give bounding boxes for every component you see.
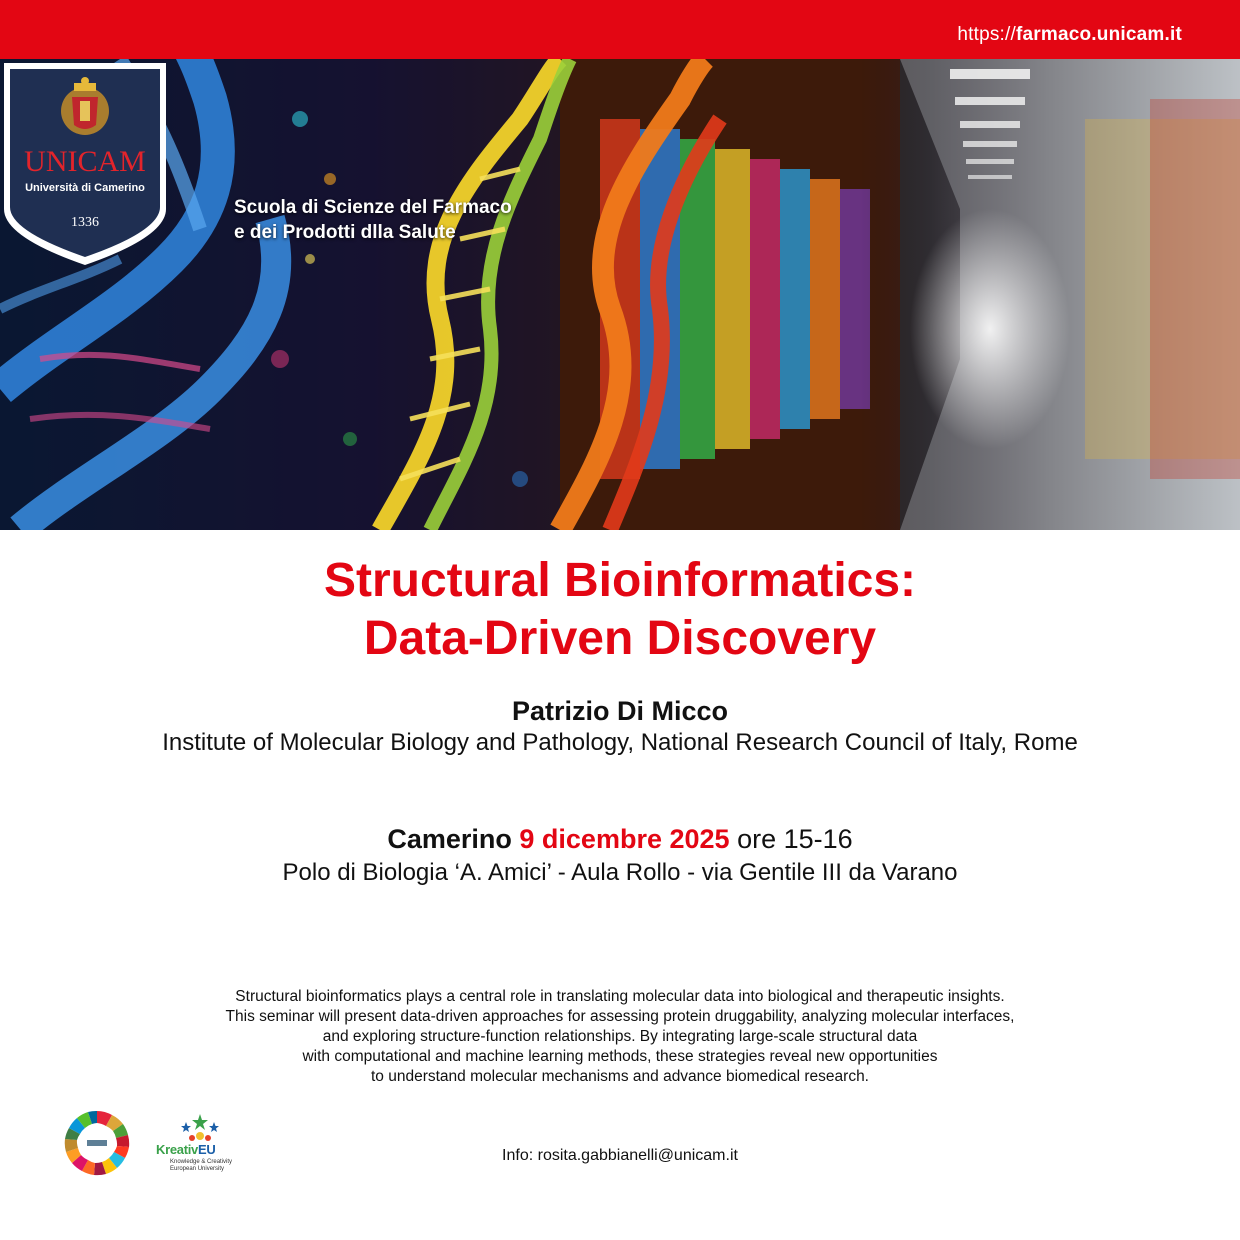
website-link[interactable]: https://farmaco.unicam.it [957, 24, 1182, 45]
logo-year: 1336 [71, 215, 99, 230]
speaker-affiliation: Institute of Molecular Biology and Pathology, National Research Council of Italy, Rome [162, 729, 1078, 756]
event-date: 9 dicembre 2025 [519, 824, 730, 854]
contact-info[interactable]: Info: rosita.gabbianelli@unicam.it [502, 1147, 738, 1164]
abstract [0, 987, 1240, 1087]
event-datetime [0, 824, 1240, 855]
kreativeu-title: KreativEU [156, 1142, 216, 1157]
sdg-wheel-icon [64, 1110, 130, 1176]
event-title [0, 552, 1240, 668]
abstract-line: to understand molecular mechanisms and advance biomedical research. [371, 1068, 869, 1085]
event-city: Camerino [387, 824, 512, 854]
title-line1: Structural Bioinformatics: [323, 554, 917, 607]
abstract-line: This seminar will present data-driven approaches for assessing protein druggability, analyzing molecular interfaces, [225, 1008, 1015, 1025]
speaker-name: Patrizio Di Micco [511, 696, 729, 726]
unicam-logo [0, 59, 170, 269]
top-bar [0, 0, 1240, 59]
abstract-line: with computational and machine learning methods, these strategies reveal new opportunities [302, 1048, 938, 1065]
school-name-line1: Scuola di Scienze del Farmaco [234, 197, 512, 218]
event-time: ore 15-16 [737, 824, 853, 854]
hero-image [0, 59, 1240, 530]
stars-icon [170, 1112, 230, 1142]
event-venue: Polo di Biologia ‘A. Amici’ - Aula Rollo - via Gentile III da Varano [282, 859, 958, 886]
abstract-line: Structural bioinformatics plays a central role in translating molecular data into biological and therapeutic insights. [235, 988, 1005, 1005]
dna-illustration [0, 59, 1240, 530]
abstract-line: and exploring structure-function relationships. By integrating large-scale structural data [322, 1028, 918, 1045]
kreativeu-subtitle: Knowledge & Creativity European University [170, 1159, 233, 1172]
logo-subtitle: Università di Camerino [25, 182, 145, 194]
logo-name: UNICAM [24, 145, 146, 178]
school-name-line2: e dei Prodotti dlla Salute [234, 222, 456, 243]
kreativeu-logo [156, 1112, 238, 1176]
school-name [234, 195, 512, 245]
title-line2: Data-Driven Discovery [363, 612, 877, 665]
